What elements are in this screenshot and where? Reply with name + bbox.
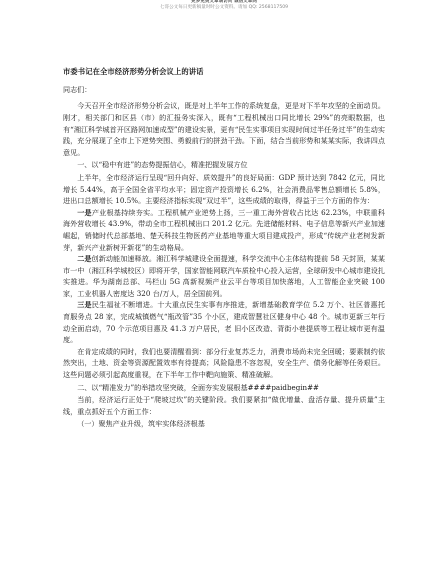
point-text-1: 产业根基持续夯实。工程机械产业逆势上扬，三一重工海外营收占比达 62.23%，中联重科海外营收增长 43.9%，带动全市工程机械出口 201.2 亿元。先进储能材料、电子信息等新兴产业加速崛起，销储时代总部基地、楚天科技生物医药产业基地等重大项目建成投产，形成“传统产业老树发新芽，新兴产业新树开新花”的生动格局。 (63, 207, 385, 252)
greeting: 同志们： (63, 84, 92, 94)
point-text-2: 创新动能加速释放。湘江科学城建设全面提速，科学交流中心主体结构提前 58 天封顶，某某市一中（湘江科学城校区）即将开学，国家智能网联汽车质检中心投入运营，全球研发中心城市建设扎实推进。华为湖南总部、马栏山 5G 高新视频产业云平台等项目加快落地，人工智能企业突破 100 家，工业机器人密度达 320 台/万人，居全国前列。 (63, 254, 385, 298)
section-2-heading: 二、以“精准发力”的举措攻坚突破，全面夯实发展根基####paidbegin## (77, 382, 319, 392)
section-1-paragraph-3 (63, 253, 385, 299)
section-1-paragraph-2 (63, 207, 385, 253)
point-lead-3: 三是 (77, 300, 92, 310)
document-title: 市委书记在全市经济形势分析会议上的讲话 (63, 67, 204, 76)
intro-paragraph: 今天召开全市经济形势分析会议，既是对上半年工作的系统复盘，更是对下半年攻坚的全面动员。刚才，相关部门和区县（市）的汇报务实深入，既有“工程机械出口同比增长 29%”的亮眼数据，也有“湘江科学城首开区路网加速成型”的建设实景，更有“民生实事项目实现时间过半任务过半”的生动实践，充分展现了全市上下逆势突围、勇毅前行的拼劲干劲。下面，结合当前形势和某某实际，我讲四点意见。 (63, 101, 385, 157)
document-body (63, 66, 385, 431)
header-cut-line: 更多免费文章请访问 诚信文章网 (191, 0, 257, 4)
section-2-subheading-1: （一）聚焦产业升级，筑牢实体经济根基 (77, 419, 205, 429)
point-lead-2: 二是 (77, 254, 92, 264)
section-1-paragraph-4 (63, 299, 385, 345)
header-contact-line: 七哥公文每日更新稿量时时公文资料。请加 QQ: 2568117509 (159, 5, 289, 10)
point-lead-1: 一是 (77, 207, 92, 217)
section-1-paragraph-5: 在肯定成绩的同时，我们也要清醒看到：部分行业复苏乏力，消费市场尚未完全回暖；要素制约依然突出，土地、资金等资源配置效率有待提高；风险隐患不容忽视，安全生产、债务化解等任务艰巨。这些问题必须引起高度重视，在下半年工作中靶向施策、精准破解。 (63, 346, 385, 380)
section-1-heading: 一、以“稳中有进”的态势提振信心，精准把握发展方位 (77, 160, 248, 170)
section-1-paragraph-1: 上半年，全市经济运行呈现“回升向好、质效提升”的良好局面：GDP 预计达到 7842 亿元，同比增长 5.44%，高于全国全省平均水平；固定资产投资增长 6.2%，社会消费品零售总额增长 5.8%，进出口总额增长 10.5%。主要经济指标实现“双过半”，这些成绩的取得，得益于三个方面的作为： (63, 172, 385, 206)
point-text-3: 民生福祉不断增进。十大重点民生实事有序推进，新增基础教育学位 5.2 万个、社区普惠托育服务点 28 家，完成城镇燃气“瓶改管”35 个小区，建成智慧社区健身中心 48 个。城市更新三年行动全面启动，70 个示范项目惠及 41.3 万户居民，老 旧小区改造、背街小巷提质等工程让城市更有温度。 (63, 300, 385, 345)
page-header (0, 0, 448, 11)
section-2-paragraph-1: 当前，经济运行正处于“爬坡过坎”的关键阶段。我们要紧扣“做优增量、盘活存量、提升质量”主线，重点抓好五个方面工作： (63, 395, 385, 416)
